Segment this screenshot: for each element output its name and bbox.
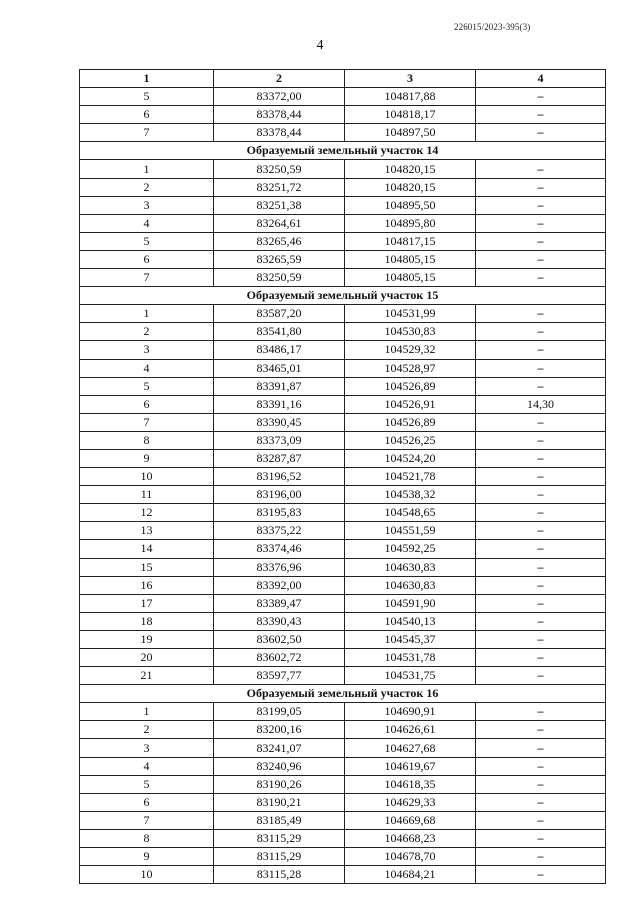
point-number-cell: 3 [80, 341, 214, 359]
value-cell: – [476, 866, 606, 884]
y-coordinate-cell: 104530,83 [345, 323, 476, 341]
x-coordinate-cell: 83391,16 [214, 395, 345, 413]
x-coordinate-cell: 83115,29 [214, 848, 345, 866]
value-cell: – [476, 594, 606, 612]
value-cell: – [476, 160, 606, 178]
table-body [80, 88, 606, 884]
value-cell: – [476, 214, 606, 232]
y-coordinate-cell: 104805,15 [345, 250, 476, 268]
section-title: Образуемый земельный участок 15 [80, 287, 606, 305]
table-row [80, 594, 606, 612]
point-number-cell: 3 [80, 739, 214, 757]
table-row [80, 124, 606, 142]
x-coordinate-cell: 83251,38 [214, 196, 345, 214]
x-coordinate-cell: 83391,87 [214, 377, 345, 395]
point-number-cell: 8 [80, 431, 214, 449]
table-row [80, 214, 606, 232]
table-row [80, 667, 606, 685]
y-coordinate-cell: 104531,78 [345, 649, 476, 667]
x-coordinate-cell: 83190,26 [214, 775, 345, 793]
value-cell: – [476, 703, 606, 721]
section-title: Образуемый земельный участок 16 [80, 685, 606, 703]
point-number-cell: 13 [80, 522, 214, 540]
point-number-cell: 2 [80, 721, 214, 739]
point-number-cell: 14 [80, 540, 214, 558]
table-row [80, 449, 606, 467]
x-coordinate-cell: 83115,29 [214, 829, 345, 847]
value-cell: – [476, 739, 606, 757]
y-coordinate-cell: 104630,83 [345, 576, 476, 594]
value-cell: – [476, 196, 606, 214]
point-number-cell: 19 [80, 630, 214, 648]
y-coordinate-cell: 104592,25 [345, 540, 476, 558]
y-coordinate-cell: 104531,75 [345, 667, 476, 685]
y-coordinate-cell: 104524,20 [345, 449, 476, 467]
point-number-cell: 15 [80, 558, 214, 576]
y-coordinate-cell: 104545,37 [345, 630, 476, 648]
value-cell: – [476, 359, 606, 377]
point-number-cell: 11 [80, 486, 214, 504]
point-number-cell: 1 [80, 703, 214, 721]
value-cell: – [476, 106, 606, 124]
x-coordinate-cell: 83372,00 [214, 88, 345, 106]
point-number-cell: 5 [80, 775, 214, 793]
value-cell: – [476, 269, 606, 287]
x-coordinate-cell: 83115,28 [214, 866, 345, 884]
point-number-cell: 1 [80, 160, 214, 178]
table-row [80, 558, 606, 576]
table-row [80, 739, 606, 757]
value-cell: – [476, 757, 606, 775]
point-number-cell: 16 [80, 576, 214, 594]
column-header: 3 [345, 70, 476, 88]
point-number-cell: 10 [80, 866, 214, 884]
x-coordinate-cell: 83265,46 [214, 232, 345, 250]
table-row [80, 178, 606, 196]
point-number-cell: 7 [80, 811, 214, 829]
table-row [80, 811, 606, 829]
x-coordinate-cell: 83465,01 [214, 359, 345, 377]
y-coordinate-cell: 104629,33 [345, 793, 476, 811]
y-coordinate-cell: 104626,61 [345, 721, 476, 739]
point-number-cell: 6 [80, 106, 214, 124]
table-row [80, 88, 606, 106]
table-row [80, 305, 606, 323]
value-cell: – [476, 377, 606, 395]
point-number-cell: 7 [80, 124, 214, 142]
point-number-cell: 6 [80, 395, 214, 413]
x-coordinate-cell: 83602,50 [214, 630, 345, 648]
x-coordinate-cell: 83265,59 [214, 250, 345, 268]
value-cell: – [476, 486, 606, 504]
y-coordinate-cell: 104529,32 [345, 341, 476, 359]
value-cell: – [476, 124, 606, 142]
x-coordinate-cell: 83200,16 [214, 721, 345, 739]
value-cell: – [476, 775, 606, 793]
x-coordinate-cell: 83389,47 [214, 594, 345, 612]
table-row [80, 250, 606, 268]
value-cell: – [476, 341, 606, 359]
document-number: 226015/2023-395(3) [454, 22, 531, 32]
y-coordinate-cell: 104817,88 [345, 88, 476, 106]
y-coordinate-cell: 104521,78 [345, 468, 476, 486]
point-number-cell: 4 [80, 214, 214, 232]
value-cell: – [476, 468, 606, 486]
x-coordinate-cell: 83199,05 [214, 703, 345, 721]
value-cell: – [476, 576, 606, 594]
table-row [80, 431, 606, 449]
y-coordinate-cell: 104684,21 [345, 866, 476, 884]
point-number-cell: 2 [80, 323, 214, 341]
value-cell: – [476, 848, 606, 866]
page-number: 4 [316, 38, 324, 53]
value-cell: – [476, 323, 606, 341]
x-coordinate-cell: 83597,77 [214, 667, 345, 685]
x-coordinate-cell: 83373,09 [214, 431, 345, 449]
table-row [80, 196, 606, 214]
x-coordinate-cell: 83378,44 [214, 124, 345, 142]
y-coordinate-cell: 104895,50 [345, 196, 476, 214]
x-coordinate-cell: 83378,44 [214, 106, 345, 124]
point-number-cell: 5 [80, 377, 214, 395]
x-coordinate-cell: 83264,61 [214, 214, 345, 232]
x-coordinate-cell: 83185,49 [214, 811, 345, 829]
y-coordinate-cell: 104526,89 [345, 377, 476, 395]
x-coordinate-cell: 83375,22 [214, 522, 345, 540]
y-coordinate-cell: 104627,68 [345, 739, 476, 757]
value-cell: – [476, 793, 606, 811]
section-header-row [80, 685, 606, 703]
table-row [80, 413, 606, 431]
point-number-cell: 10 [80, 468, 214, 486]
table-row [80, 106, 606, 124]
section-header-row [80, 287, 606, 305]
x-coordinate-cell: 83240,96 [214, 757, 345, 775]
x-coordinate-cell: 83486,17 [214, 341, 345, 359]
table-row [80, 848, 606, 866]
value-cell: – [476, 667, 606, 685]
section-header-row [80, 142, 606, 160]
value-cell: – [476, 88, 606, 106]
x-coordinate-cell: 83190,21 [214, 793, 345, 811]
x-coordinate-cell: 83251,72 [214, 178, 345, 196]
value-cell: – [476, 504, 606, 522]
table-row [80, 232, 606, 250]
value-cell: – [476, 630, 606, 648]
point-number-cell: 4 [80, 757, 214, 775]
x-coordinate-cell: 83376,96 [214, 558, 345, 576]
y-coordinate-cell: 104538,32 [345, 486, 476, 504]
value-cell: – [476, 829, 606, 847]
x-coordinate-cell: 83195,83 [214, 504, 345, 522]
point-number-cell: 21 [80, 667, 214, 685]
value-cell: – [476, 649, 606, 667]
y-coordinate-cell: 104895,80 [345, 214, 476, 232]
value-cell: – [476, 612, 606, 630]
point-number-cell: 9 [80, 449, 214, 467]
y-coordinate-cell: 104526,91 [345, 395, 476, 413]
point-number-cell: 2 [80, 178, 214, 196]
value-cell: – [476, 811, 606, 829]
point-number-cell: 7 [80, 413, 214, 431]
y-coordinate-cell: 104690,91 [345, 703, 476, 721]
table-row [80, 160, 606, 178]
point-number-cell: 18 [80, 612, 214, 630]
x-coordinate-cell: 83374,46 [214, 540, 345, 558]
point-number-cell: 12 [80, 504, 214, 522]
y-coordinate-cell: 104805,15 [345, 269, 476, 287]
section-title: Образуемый земельный участок 14 [80, 142, 606, 160]
point-number-cell: 3 [80, 196, 214, 214]
value-cell: – [476, 178, 606, 196]
x-coordinate-cell: 83287,87 [214, 449, 345, 467]
y-coordinate-cell: 104540,13 [345, 612, 476, 630]
point-number-cell: 6 [80, 250, 214, 268]
y-coordinate-cell: 104897,50 [345, 124, 476, 142]
table-row [80, 793, 606, 811]
x-coordinate-cell: 83541,80 [214, 323, 345, 341]
table-row [80, 576, 606, 594]
y-coordinate-cell: 104548,65 [345, 504, 476, 522]
point-number-cell: 5 [80, 232, 214, 250]
x-coordinate-cell: 83587,20 [214, 305, 345, 323]
table-row [80, 757, 606, 775]
value-cell: – [476, 413, 606, 431]
table-row [80, 486, 606, 504]
table-row [80, 866, 606, 884]
table-row [80, 269, 606, 287]
value-cell: – [476, 431, 606, 449]
point-number-cell: 4 [80, 359, 214, 377]
column-header: 2 [214, 70, 345, 88]
point-number-cell: 6 [80, 793, 214, 811]
y-coordinate-cell: 104818,17 [345, 106, 476, 124]
table-row [80, 522, 606, 540]
table-row [80, 323, 606, 341]
y-coordinate-cell: 104668,23 [345, 829, 476, 847]
table-row [80, 829, 606, 847]
table-row [80, 540, 606, 558]
y-coordinate-cell: 104817,15 [345, 232, 476, 250]
table-row [80, 395, 606, 413]
table-row [80, 612, 606, 630]
x-coordinate-cell: 83250,59 [214, 160, 345, 178]
x-coordinate-cell: 83390,45 [214, 413, 345, 431]
point-number-cell: 17 [80, 594, 214, 612]
coordinates-table [79, 69, 606, 884]
y-coordinate-cell: 104820,15 [345, 178, 476, 196]
y-coordinate-cell: 104531,99 [345, 305, 476, 323]
table-row [80, 721, 606, 739]
y-coordinate-cell: 104528,97 [345, 359, 476, 377]
y-coordinate-cell: 104678,70 [345, 848, 476, 866]
value-cell: – [476, 558, 606, 576]
x-coordinate-cell: 83392,00 [214, 576, 345, 594]
y-coordinate-cell: 104526,25 [345, 431, 476, 449]
table-row [80, 504, 606, 522]
value-cell: 14,30 [476, 395, 606, 413]
point-number-cell: 5 [80, 88, 214, 106]
y-coordinate-cell: 104618,35 [345, 775, 476, 793]
x-coordinate-cell: 83196,52 [214, 468, 345, 486]
x-coordinate-cell: 83390,43 [214, 612, 345, 630]
table-row [80, 468, 606, 486]
point-number-cell: 9 [80, 848, 214, 866]
x-coordinate-cell: 83250,59 [214, 269, 345, 287]
y-coordinate-cell: 104669,68 [345, 811, 476, 829]
column-header: 4 [476, 70, 606, 88]
x-coordinate-cell: 83602,72 [214, 649, 345, 667]
value-cell: – [476, 250, 606, 268]
y-coordinate-cell: 104591,90 [345, 594, 476, 612]
value-cell: – [476, 449, 606, 467]
value-cell: – [476, 305, 606, 323]
y-coordinate-cell: 104820,15 [345, 160, 476, 178]
table-row [80, 649, 606, 667]
table-row [80, 341, 606, 359]
table-row [80, 630, 606, 648]
y-coordinate-cell: 104630,83 [345, 558, 476, 576]
point-number-cell: 8 [80, 829, 214, 847]
table-row [80, 359, 606, 377]
x-coordinate-cell: 83241,07 [214, 739, 345, 757]
column-header: 1 [80, 70, 214, 88]
y-coordinate-cell: 104526,89 [345, 413, 476, 431]
table-row [80, 377, 606, 395]
x-coordinate-cell: 83196,00 [214, 486, 345, 504]
value-cell: – [476, 232, 606, 250]
table-row [80, 703, 606, 721]
table-header-row [80, 70, 606, 88]
point-number-cell: 1 [80, 305, 214, 323]
value-cell: – [476, 721, 606, 739]
point-number-cell: 7 [80, 269, 214, 287]
value-cell: – [476, 522, 606, 540]
point-number-cell: 20 [80, 649, 214, 667]
y-coordinate-cell: 104619,67 [345, 757, 476, 775]
table-row [80, 775, 606, 793]
value-cell: – [476, 540, 606, 558]
y-coordinate-cell: 104551,59 [345, 522, 476, 540]
